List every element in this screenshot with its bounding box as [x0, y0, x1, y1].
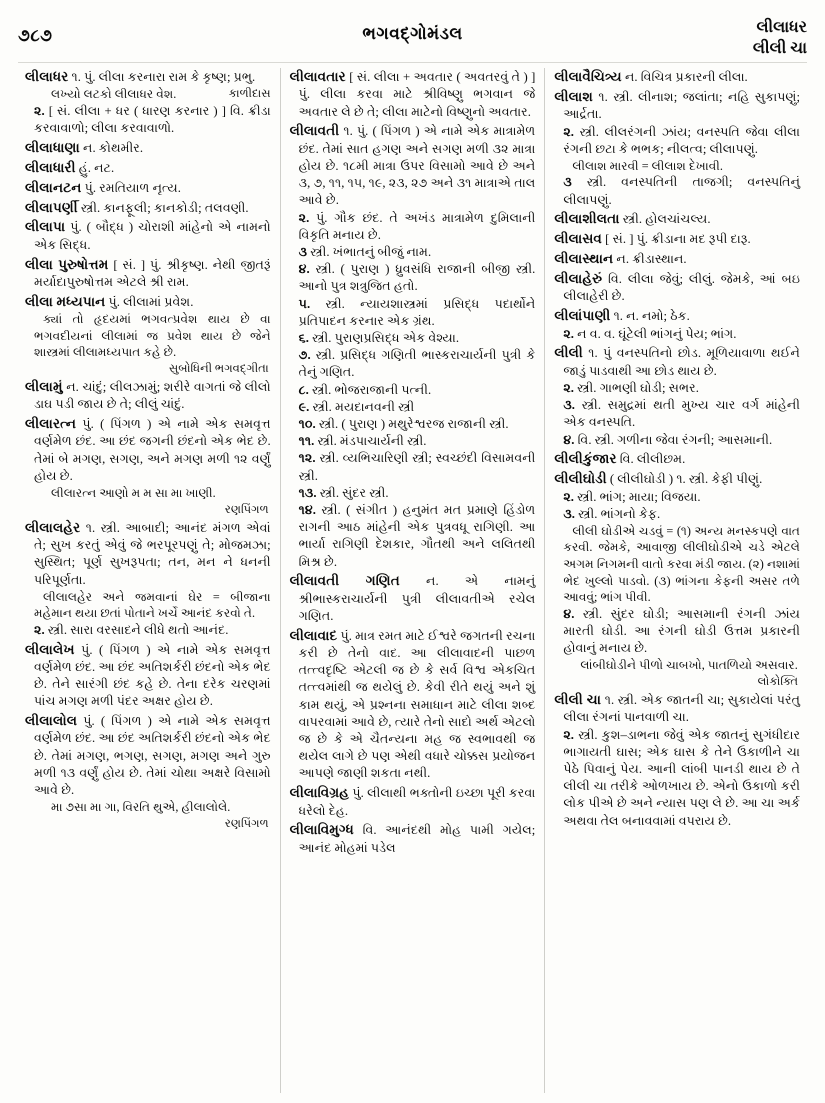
entry-definition: લીલાવિગ્રહ પુંં. લીલાથી ભક્તોની ઇચ્છા પૂરી કરવા ધરેલો દેહ. [289, 785, 536, 818]
entry-headword: લીલાવિગ્રહ [289, 785, 350, 801]
dictionary-entry [290, 821, 536, 857]
dictionary-entry [290, 627, 536, 783]
sense-number: ૩ [298, 244, 311, 259]
entry-sense: ૩ સ્ત્રી. ખંભાતનું બીજું નામ. [298, 244, 432, 259]
entry-citation-source: સુબોધિની ભગવદ્‌ગીતા [168, 361, 269, 375]
sense-number: ૧૪. [298, 502, 322, 517]
guide-word-last: લીલી ચા [752, 39, 807, 57]
entry-headword: લીલી ચા [554, 691, 602, 707]
entry-headword: લીલી [554, 345, 583, 361]
entry-headword: લીલારત્ન [25, 416, 77, 431]
entry-sense: ૪. વિ. સ્ત્રી. ગળીના જેવા રંગની; આસમાની. [563, 432, 773, 447]
dictionary-entry [25, 519, 271, 639]
entry-note: ક્યાં તો હૃદયમાં ભગવત્પ્રવેશ થાય છે વા ભગવદીયનાં લીલામાં જ પ્રવેશ થાય છે જેને શાસ્ત્રમાં લીલામધ્યપાત કહે છે. [34, 312, 271, 360]
entry-definition: લીલી ચા ૧. સ્ત્રી. એક જાતની ચા; સુકાયેલાં પરંતુ લીલા રંગનાં પાનવાળી ચા. [554, 691, 801, 725]
entry-definition: લીલામું ન. ચાંદું; લીલઝામું; શરીરે વાગતાં જે લીલો ડાઘ પડી જાય છે તે; લીલું ચાંદું. [25, 378, 271, 412]
entry-definition: લીલા પુરુષોત્તમ [ સં. ] પું. શ્રીકૃષ્ણ. નેથી જીતરૂં મર્યાદાપુરુષોત્તમ એટલે શ્રી રામ. [25, 256, 271, 289]
dictionary-entry [554, 250, 800, 268]
entry-definition: લીલાવૈચિત્ર્ય ન. વિચિત્ર પ્રકારની લીલા. [554, 69, 748, 84]
dictionary-entry [25, 199, 271, 217]
quotation-source: કાળીદાસ [228, 87, 271, 101]
entry-headword: લીલાધર [25, 69, 69, 84]
entry-sense: ૧૦. સ્ત્રી. ( પુરાણ ) મથુરેશ્વરજ રાજાની સ્ત્રી. [298, 416, 509, 431]
entry-headword: લીલાવતી [289, 123, 340, 139]
column-3 [544, 68, 809, 1093]
entry-sense: ૨. સ્ત્રી. સારા વરસાદને લીધે થતો આનંદ. [34, 622, 229, 637]
entry-headword: લીલાધાણા [25, 139, 80, 155]
entry-headword: લીલાસ્થાન [554, 251, 614, 267]
entry-definition: લીલાધારી હું. નટ. [25, 159, 115, 175]
dictionary-entry [25, 712, 271, 831]
header-divider [18, 62, 807, 63]
dictionary-entry [25, 159, 271, 177]
entry-headword: લીલાધારી [25, 159, 76, 175]
sense-number: ૩ [563, 175, 587, 190]
entry-definition: લીલી ૧. પુંં વનસ્પતિનો છોડ. મૂળિયાવાળા થઈને જાડું પાડવાથી આ છોડ થાય છે. [554, 345, 801, 378]
sense-number: ૪. [563, 432, 578, 447]
entry-sense: ૨. પુંં. ગૌક છંદ. તે અખંડ માત્રામેળ દુમિલાની વિકૃતિ મનાય છે. [298, 210, 536, 242]
entry-definition: લીલાપા પુંં. ( બૌદ્ધ ) ચોરાશી માંહેનો એ નામનો એક સિદ્ધ. [25, 219, 271, 252]
entry-headword: લીલાંપાણી [554, 308, 611, 324]
sense-number: ૨. [563, 380, 578, 395]
entry-sense: ૬. સ્ત્રી. પુરાણપ્રસિદ્ધ એક વેશ્યા. [298, 330, 460, 345]
entry-headword: લીલા પુરુષોત્તમ [25, 256, 109, 272]
entry-citation-source: રણપિંગળ [224, 816, 269, 830]
entry-note: લીલી ઘોડીએ ચડવું = (૧) અન્ય મનસ્કપણે વાત કરવી. જેમકે, આવાજી લીલીઘોડીએ ચડે એટલે અગમ નિગમની વાતો કરવા મંડી જાય. (૨) નશામાં ભેદ ખુલ્લો પાડવો. (૩) ભાંગના કેફની અસર તળે આવવું; ભાંગ પીવી. [563, 523, 801, 605]
entry-definition: લીલાસવ [ સં. ] પુંં. ક્રીડાના મદ રૂપી દારૂ. [554, 231, 751, 247]
sense-number: ૨. [563, 727, 579, 742]
sense-number: ૩. [563, 398, 582, 413]
entry-sense: ૧૪. સ્ત્રી. ( સંગીત ) હનુમંત મત પ્રમાણે હિંડોળ રાગની આઠ માંહેની એક પુત્રવધૂ રાગિણી. આ ભાર્યા રાગિણી દેશકાર, ગૌતથી અને લલિતથી મિશ્ર છે. [298, 502, 536, 569]
entry-sense: ૨. [ સં. લીલા + ધર ( ધારણ કરનાર ) ] વિ. ક્રીડા કરવાવાળો; લીલા કરવાવાળો. [34, 103, 271, 136]
entry-definition: લીલાશીલતા સ્ત્રી. હોલચાંચલ્ય. [554, 211, 711, 227]
entry-headword: લીલીઘોડી [554, 471, 607, 487]
entry-citation-source: રણપિંગળ [224, 502, 269, 516]
dictionary-entry [554, 450, 800, 468]
sense-number: ૩. [563, 506, 579, 521]
entry-sense: ૩. સ્ત્રી. સમુદ્રમાં થતી મુખ્ય ચાર વર્ગ માંહેની એક વનસ્પતિ. [563, 398, 801, 430]
dictionary-entry [25, 378, 271, 414]
entry-quotation: લીલારત્ન આણો મ મ સા મા ખાણી. [51, 486, 216, 501]
entry-headword: લીલાનટન [25, 179, 82, 195]
entry-headword: લીલાશીલતા [554, 211, 620, 227]
entry-definition: લીલાધર ૧. પું. લીલા કરનારા રામ કે કૃષ્ણ; પ્રભુ. [25, 69, 256, 84]
entry-sense: ૪. સ્ત્રી. સુંદર ઘોડી; આસમાની રંગની ઝાંય મારતી ઘોડી. આ રંગની ઘોડી ઉત્તમ પ્રકારની હોવાનું મનાય છે. [563, 606, 801, 655]
entry-definition: લીલાવાદ પુંં. માત્ર રમત માટે ઈશ્વરે જગતની રચના કરી છે તેનો વાદ. આ લીલાવાદની પાછળ તત્ત્વદૃષ્ટિ એટલી જ છે કે સર્વ વિશ્વ એકચિત તત્ત્વમાંથી જ થયેલું છે. કેવી રીતે થયું અને શું કામ થયું, એ પ્રશ્નના સમાધાન માટે લીલા શબ્દ વાપરવામાં આવે છે, ત્યારે તેનો સાદો અર્થ એટલો જ છે કે એ ચૈતન્યના મહ જ સ્વભાવથી જ થયેલ લાગે છે પણ એથી વધારે ચોક્કસ પ્રયોજન આપણે જાણી શકતા નથી. [289, 627, 536, 781]
entry-sense: ૩ સ્ત્રી. વનસ્પતિની તાજગી; વનસ્પતિનું લીલાપણું. [563, 175, 801, 207]
entry-headword: લીલાવાદ [289, 627, 338, 643]
sense-number: ૨. [563, 124, 580, 139]
entry-headword: લીલીકુંજાર [554, 451, 617, 467]
sense-number: ૭. [298, 348, 316, 363]
entry-headword: લીલાવતી ગણિત [289, 573, 400, 589]
dictionary-entry [25, 218, 271, 254]
sense-number: ૧૧. [298, 434, 318, 449]
entry-definition: લીલાલેખ પુંં. ( પિંગળ ) એ નામે એક સમવૃત્ત વર્ણમેળ છંદ. આ છંદ અતિશર્કરી છંદનો એક ભેદ છે. તેને સારંગી છંદ કહે છે. તેના દરેક ચરણમાં પાંચ મગણ મળી પંદર અક્ષર હોય છે. [25, 641, 271, 709]
entry-headword: લીલાસવ [554, 231, 602, 247]
column-2 [280, 68, 545, 1093]
dictionary-entry [25, 139, 271, 157]
entry-headword: લીલાપા [25, 219, 66, 235]
sense-number: ૨. [298, 210, 317, 225]
entry-sense: ૮. સ્ત્રી. ભોજરાજાની પત્ની. [298, 382, 432, 397]
entry-definition: લીલાલહેર ૧. સ્ત્રી. આબાદી; આનંદ મંગળ એવાં તે; સુખ કરતું એવું જે ભરપૂરપણું તે; મોજમઝા; સુસ્થિત; પૂર્ણ સુખરૂપતા; તન, મન ને ધનની પરિપૂર્ણતા. [25, 519, 271, 587]
entry-definition: લીલાધાણા ન. કોથમીર. [25, 139, 143, 155]
entry-headword: લીલાશ [554, 88, 593, 104]
guide-words [753, 18, 807, 60]
entry-sense: ૨. સ્ત્રી. ગાભણી ઘોડી; સભર. [563, 380, 699, 395]
dictionary-entry [290, 572, 536, 625]
sense-number: ૫. [298, 296, 326, 311]
entry-headword: લીલામું [25, 378, 63, 394]
entry-sense: ૨. સ્ત્રી. કુશ–ડાભના જેવું એક જાતનું સુગંધીદાર ભાગાયતી ઘાસ; એક ઘાસ કે તેને ઉકાળીને ચા પેઠે પિવાનું પેય. આની લાંબી પાનડી થાય છે તે લીલી ચા તરીકે ઓળખાય છે. એનો ઉકાળો કરી લોક પીએ છે અને ન્યાસ પણ લે છે. આ ચા અર્ક અથવા તેલ બનાવવામાં વપરાય છે. [563, 727, 801, 828]
text-columns [16, 68, 809, 1093]
running-head [18, 18, 807, 64]
entry-sense: ૪. સ્ત્રી. ( પુરાણ ) ધ્રુવસંધિ રાજાની બીજી સ્ત્રી. આનો પુત્ર શત્રુજિત હતો. [298, 262, 536, 294]
dictionary-entry [25, 256, 271, 292]
entry-definition: લીલાવતાર [ સં. લીલા + અવતાર ( અવતરવું તે ) ] પુંં. લીલા કરવા માટે શ્રીવિષ્ણુ ભગવાન જે અવતાર લે છે તે; લીલા માટેનો વિષ્ણુનો અવતાર. [289, 69, 536, 119]
sense-number: ૨. [34, 103, 49, 118]
book-title: ભગવદ્ગોમંડલ [362, 24, 463, 43]
entry-headword: લીલાપર્ણી [25, 199, 78, 215]
page-folio-number: ૭૮૭ [18, 26, 53, 45]
dictionary-entry [554, 270, 800, 306]
entry-sense: ૨. ન વ. વ. ઘૂંટેલી ભાંગનું પેય; ભાંગ. [563, 326, 737, 341]
sense-number: ૨. [563, 326, 578, 341]
entry-definition: લીલાવિમુગ્ધ વિ. આનંદથી મોહ પામી ગયેલ; આનંદ મોહમાં પડેલ [289, 822, 536, 855]
entry-citation-source: લોકોક્તિ [757, 674, 799, 688]
entry-sense: ૧૩. સ્ત્રી. સુંદર સ્ત્રી. [298, 485, 389, 500]
dictionary-entry [25, 293, 271, 377]
entry-definition: લીલાવતી ૧. પું. ( પિંગળ ) એ નામે એક માત્રામેળ છંદ. તેમાં સાત હગણ અને સગણ મળી ૩૨ માત્રા હોય છે. ૧૮મી માત્રા ઉપર વિસામો આવે છે અને ૩, ૭, ૧૧, ૧૫, ૧૯, ૨૩, ૨૭ અને ૩૧ માત્રાએ તાલ આવે છે. [289, 123, 536, 208]
entry-headword: લીલાલહેર [25, 519, 81, 535]
entry-definition: લીલાવતી ગણિત ન. એ નામનું શ્રીભાસ્કરાચાર્યની પુત્રી લીલાવતીએ રચેલ ગણિત. [289, 573, 536, 623]
dictionary-entry [554, 88, 800, 209]
guide-word-first: લીલાધર [756, 19, 807, 36]
column-1 [16, 68, 280, 1093]
entry-sense: ૨. સ્ત્રી. ભાંગ; માયા; વિજયા. [563, 489, 701, 504]
entry-sense: ૫. સ્ત્રી. ન્યાયશાસ્ત્રમાં પ્રસિદ્ધ પદાર્થોને પ્રતિપાદન કરનાર એક ગ્રંથ. [298, 296, 536, 328]
sense-number: ૬. [298, 330, 313, 345]
dictionary-entry [25, 68, 271, 137]
entry-definition: લીલાશ ૧. સ્ત્રી. લીનાશ; જલાંતા; નહિ સુકાપણું; આર્દ્રતા. [554, 88, 801, 122]
entry-definition: લીલીકુંજાર વિ. લીલીછમ. [554, 451, 686, 467]
dictionary-entry [554, 230, 800, 248]
sense-number: ૧૨. [298, 451, 320, 466]
entry-sense: ૧૨. સ્ત્રી. વ્યભિચારિણી સ્ત્રી; સ્વચ્છંદી વિસામવની સ્ત્રી. [298, 451, 536, 483]
entry-headword: લીલાવિમુગ્ધ [289, 822, 354, 838]
dictionary-entry [290, 784, 536, 820]
entry-headword: લીલા મધ્યપાન [25, 293, 106, 309]
dictionary-entry [554, 210, 800, 228]
entry-definition: લીલાપર્ણી સ્ત્રી. કાનફૂલી; કાનકોડી; તલવણી. [25, 199, 249, 215]
entry-sense: ૯. સ્ત્રી. મયદાનવની સ્ત્રી [298, 399, 415, 414]
entry-definition: લીલારત્ન પુંં. ( પિંગળ ) એ નામે એક સમવૃત્ત વર્ણમેળ છંદ. આ છંદ જગની છંદનો એક ભેદ છે. તેમાં બે મગણ, સગણ, અને મગણ મળી ૧૨ વર્ણું હોય છે. [25, 416, 271, 483]
sense-number: ૧૩. [298, 485, 320, 500]
entry-quotation: કાળીદાસ લખ્યો લટકો લીલાધર વેશ. [51, 87, 271, 102]
dictionary-entry [290, 68, 536, 121]
entry-definition: લીલીઘોડી ( લીલીઘોડી ) ૧. સ્ત્રી. કેફી પીણું. [554, 471, 763, 487]
sense-number: ૨. [34, 622, 48, 637]
entry-headword: લીલાલેખ [25, 641, 75, 657]
entry-definition: લીલાલોલ પુંં. ( પિંગળ ) એ નામે એક સમવૃત્ત વર્ણમેળ છંદ. આ છંદ અતિશર્કરી છંદનો એક ભેદ છે. તેમાં મગણ, ભગણ, સગણ, મગણ અને ગુરુ મળી ૧૩ વર્ણું હોય છે. તેમાં ચોથા અક્ષરે વિસામો આવે છે. [25, 713, 271, 798]
dictionary-entry [25, 415, 271, 517]
dictionary-entry [25, 179, 271, 197]
entry-quotation: મા ૭સા મા ગા, વિરતિ થુએ, હીલાલોલે. [51, 800, 231, 815]
sense-number: ૨. [563, 489, 578, 504]
entry-definition: લીલાનટન પુંં. રમતિયાળ નૃત્ય. [25, 179, 181, 195]
dictionary-entry [554, 470, 800, 689]
entry-definition: લીલાંપાણી ૧. ન. નમો; ઠેક. [554, 308, 690, 324]
dictionary-entry [554, 307, 800, 343]
entry-definition: લીલા મધ્યપાન પુંં. લીલામાં પ્રવેશ. [25, 293, 194, 309]
entry-quotation: લાંબીઘોડીને પીળો ચાબખો, પાતળિયો અસવાર. [580, 658, 798, 673]
sense-number: ૪. [563, 606, 583, 621]
entry-headword: લીલાલોલ [25, 713, 78, 729]
dictionary-entry [554, 691, 800, 830]
dictionary-entry [290, 122, 536, 570]
sense-number: ૧૦. [298, 416, 319, 431]
entry-definition: લીલાસ્થાન ન. ક્રીડાસ્થાન. [554, 251, 687, 267]
entry-note: લીલાલહેર અને જમવાનાં ઘેર = બીજાના મહેમાન થયા છતાં પોતાને ખર્ચે આનંદ કરવો તે. [34, 589, 271, 621]
entry-note: લીલાશ મારવી = લીલાશ દેખાવી. [572, 158, 723, 173]
entry-sense: ૧૧. સ્ત્રી. મંડપાચાર્યની સ્ત્રી. [298, 434, 427, 449]
dictionary-entry [554, 68, 800, 86]
sense-number: ૮. [298, 382, 312, 397]
dictionary-entry [554, 344, 800, 448]
sense-number: ૪. [298, 262, 316, 277]
entry-definition: લીલાહેરું વિ. લીલા જેવું; લીલું. જેમકે, આં બઇ લીલાહેરી છે. [554, 271, 801, 304]
entry-headword: લીલાવૈચિત્ર્ય [554, 69, 622, 84]
entry-sense: ૨. સ્ત્રી. લીલરંગની ઝાંય; વનસ્પતિ જેવા લીલા રંગની છટા કે ભભક; નીલત્વ; લીલાપણું. [563, 124, 801, 156]
entry-headword: લીલાહેરું [554, 271, 603, 287]
entry-sense: ૭. સ્ત્રી. પ્રસિદ્ધ ગણિતી ભાસ્કરાચાર્યની પુત્રી કે તેનું ગણિત. [298, 348, 536, 380]
entry-sense: ૩. સ્ત્રી. ભાંગનો કેફ. [563, 506, 661, 521]
sense-number: ૯. [298, 399, 313, 414]
entry-headword: લીલાવતાર [289, 69, 346, 84]
dictionary-entry [25, 641, 271, 711]
